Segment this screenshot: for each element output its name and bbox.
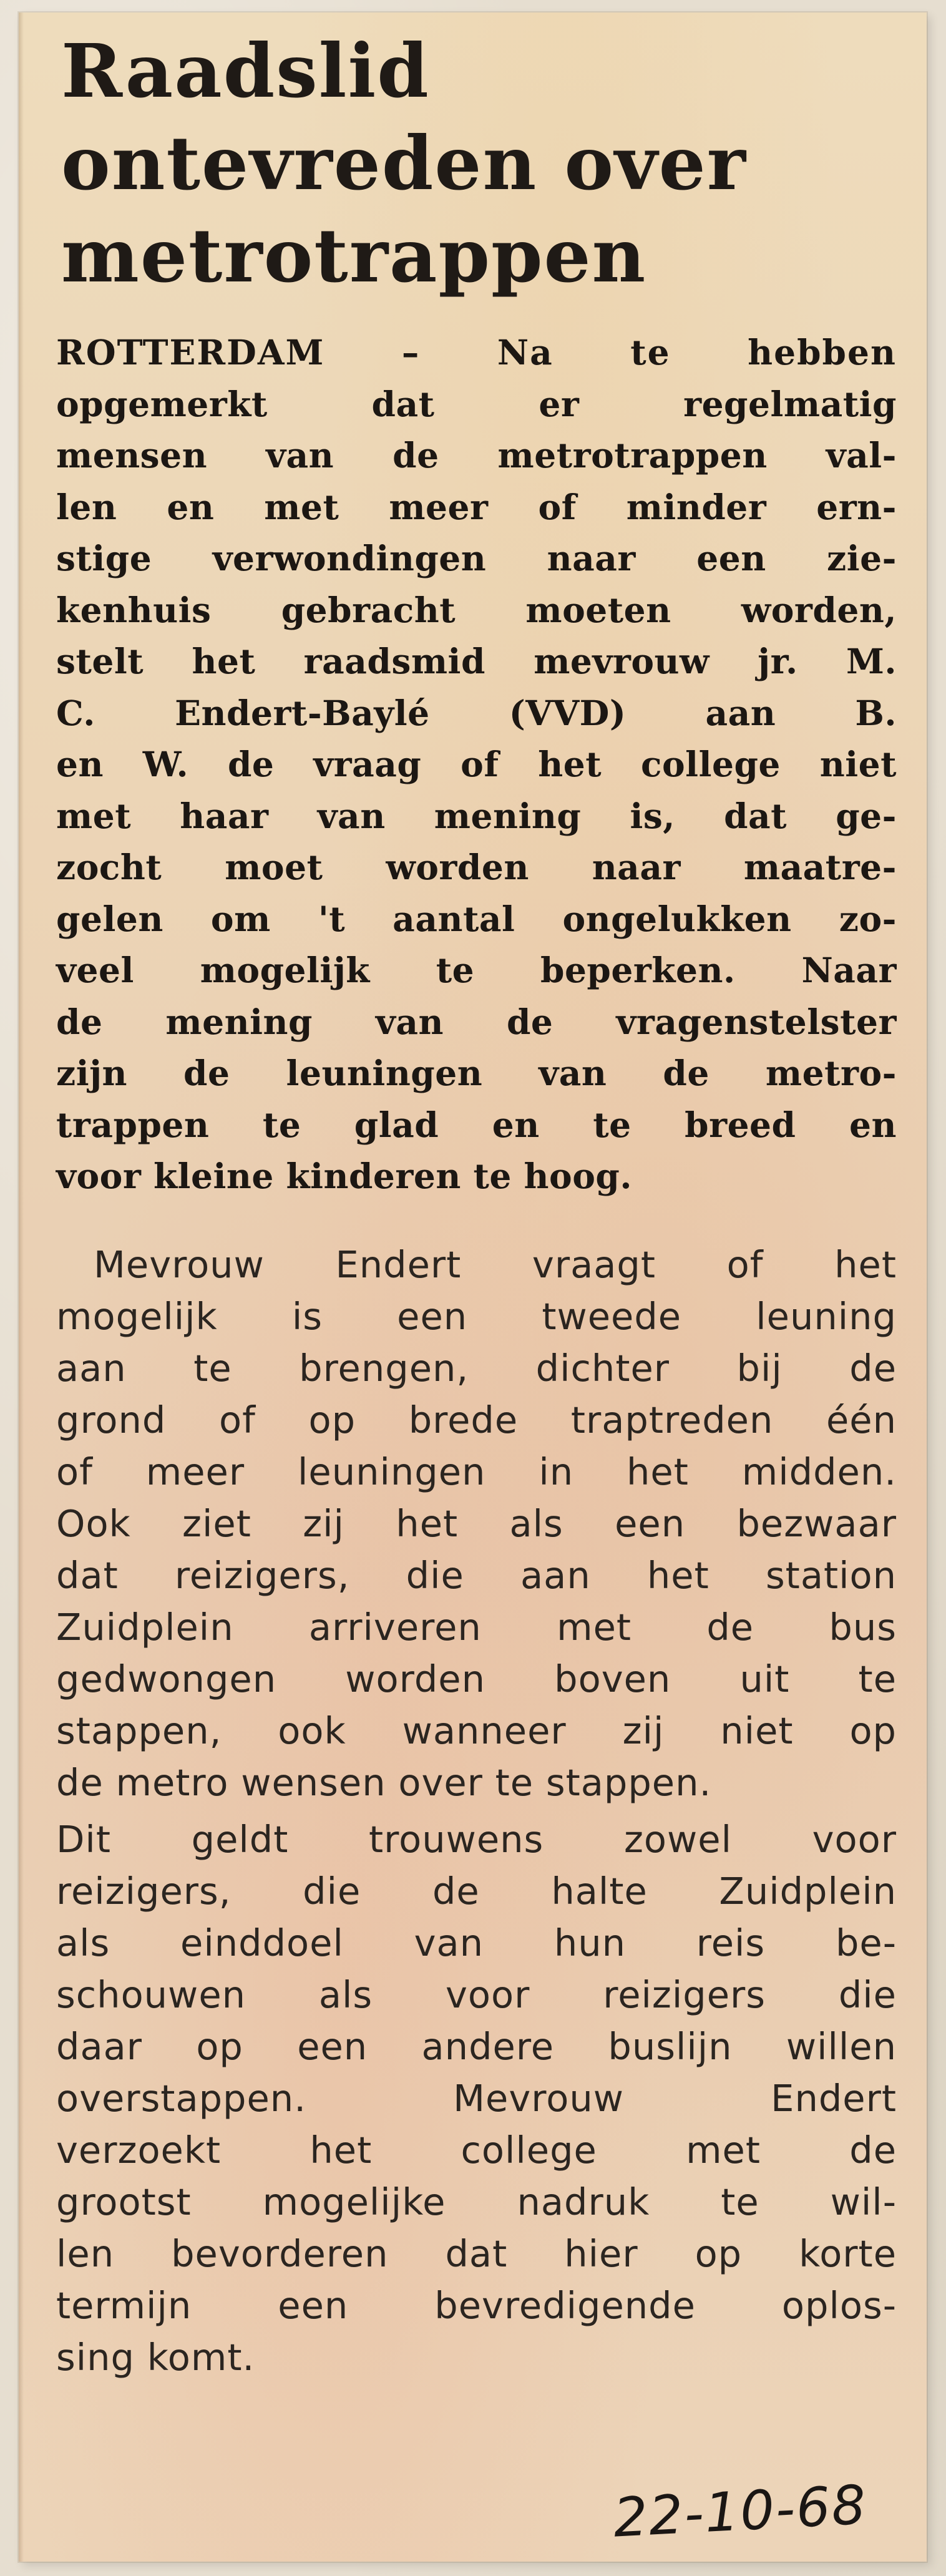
body-paragraph	[56, 1239, 897, 1808]
body-line: schouwen als voor reizigers die	[56, 1973, 897, 2016]
body-line: de metro wensen over te stappen.	[56, 1760, 712, 1804]
lead-line: gelen om 't aantal ongelukken zo-	[56, 898, 897, 939]
body-line: als einddoel van hun reis be-	[56, 1921, 897, 1964]
body-line: reizigers, die de halte Zuidplein	[56, 1869, 897, 1913]
body-line: of meer leuningen in het midden.	[56, 1450, 897, 1493]
lead-line: C. Endert-Baylé (VVD) aan B.	[56, 692, 897, 733]
lead-line: ROTTERDAM – Na te hebben	[56, 332, 897, 373]
body-line: stappen, ook wanneer zij niet op	[56, 1709, 897, 1752]
lead-line: len en met meer of minder ern-	[56, 486, 897, 527]
lead-line: zocht moet worden naar maatre-	[56, 847, 897, 887]
lead-line: stelt het raadsmid mevrouw jr. M.	[56, 641, 897, 681]
lead-line: trappen te glad en te breed en	[56, 1104, 897, 1145]
lead-line: opgemerkt dat er regelmatig	[56, 383, 897, 424]
body-line: grond of op brede traptreden één	[56, 1398, 897, 1442]
body-line: termijn een bevredigende oplos-	[56, 2283, 897, 2327]
handwritten-date: 22-10-68	[612, 2474, 869, 2550]
body-line: sing komt.	[56, 2335, 255, 2379]
body-line: Ook ziet zij het als een bezwaar	[56, 1501, 897, 1545]
lead-line: de mening van de vragenstelster	[56, 1001, 897, 1042]
newspaper-clipping	[19, 12, 927, 2562]
body-line: verzoekt het college met de	[56, 2128, 897, 2172]
lead-line: zijn de leuningen van de metro-	[56, 1053, 897, 1093]
lead-line: mensen van de metrotrappen val-	[56, 435, 897, 476]
body-line: len bevorderen dat hier op korte	[56, 2232, 897, 2275]
article-lead-paragraph	[56, 327, 897, 1203]
body-line: mogelijk is een tweede leuning	[56, 1294, 897, 1338]
body-line: gedwongen worden boven uit te	[56, 1657, 897, 1700]
body-line: grootst mogelijke nadruk te wil-	[56, 2180, 897, 2223]
article-headline	[61, 25, 897, 302]
body-line: Mevrouw Endert vraagt of het	[94, 1242, 897, 1286]
lead-line: veel mogelijk te beperken. Naar	[56, 950, 897, 990]
body-line: overstappen. Mevrouw Endert	[56, 2076, 897, 2120]
body-line: dat reizigers, die aan het station	[56, 1553, 897, 1597]
body-line: Zuidplein arriveren met de bus	[56, 1605, 897, 1649]
lead-line: kenhuis gebracht moeten worden,	[56, 589, 897, 630]
headline-line: metrotrappen	[61, 212, 647, 299]
lead-line: voor kleine kinderen te hoog.	[56, 1156, 633, 1196]
body-line: Dit geldt trouwens zowel voor	[56, 1817, 897, 1861]
lead-line: en W. de vraag of het college niet	[56, 744, 897, 784]
body-line: aan te brengen, dichter bij de	[56, 1346, 897, 1390]
headline-line: ontevreden over	[61, 120, 747, 207]
body-line: daar op een andere buslijn willen	[56, 2024, 897, 2068]
lead-line: stige verwondingen naar een zie-	[56, 538, 897, 578]
body-paragraph	[56, 1813, 897, 2383]
lead-line: met haar van mening is, dat ge-	[56, 795, 897, 836]
headline-line: Raadslid	[61, 27, 430, 114]
article-body	[56, 1239, 897, 2383]
